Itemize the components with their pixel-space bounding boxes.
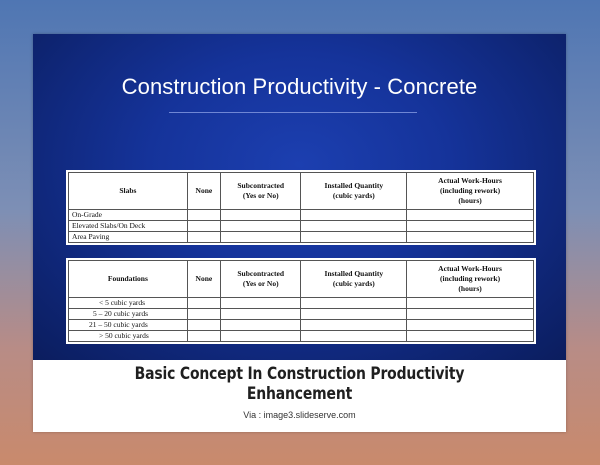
table-cell <box>301 298 407 309</box>
table-header-row <box>69 261 534 298</box>
header-actual-work-hours: Actual Work-Hours (including rework) (hours) <box>407 261 534 298</box>
row-label: Elevated Slabs/On Deck <box>69 221 188 232</box>
table-cell <box>220 298 301 309</box>
table-cell <box>407 232 534 243</box>
header-none: None <box>187 261 220 298</box>
table-cell <box>220 232 301 243</box>
table-cell <box>301 210 407 221</box>
row-label: < 5 cubic yards <box>69 298 188 309</box>
table-row <box>69 221 534 232</box>
source-attribution: Via : image3.slideserve.com <box>243 410 356 420</box>
table-row <box>69 331 534 342</box>
foundations-table <box>68 260 534 342</box>
image-card <box>33 34 566 432</box>
table-header-row <box>69 173 534 210</box>
row-label: 5 – 20 cubic yards <box>69 309 188 320</box>
row-label: On-Grade <box>69 210 188 221</box>
table-row <box>69 232 534 243</box>
table-cell <box>407 298 534 309</box>
table-cell <box>220 309 301 320</box>
table-row <box>69 210 534 221</box>
table-cell <box>187 298 220 309</box>
table-row <box>69 309 534 320</box>
slabs-table <box>68 172 534 243</box>
table-cell <box>187 331 220 342</box>
image-caption: Basic Concept In Construction Productivity Enhancement <box>134 364 465 404</box>
table-cell <box>220 320 301 331</box>
table-cell <box>187 232 220 243</box>
header-actual-work-hours: Actual Work-Hours (including rework) (hours) <box>407 173 534 210</box>
table-cell <box>407 221 534 232</box>
table-row <box>69 298 534 309</box>
table-cell <box>220 331 301 342</box>
table-cell <box>407 210 534 221</box>
foundations-table-container <box>66 258 536 344</box>
header-foundations: Foundations <box>69 261 188 298</box>
table-row <box>69 320 534 331</box>
table-cell <box>407 309 534 320</box>
slide-title: Construction Productivity - Concrete <box>121 74 478 99</box>
slabs-table-container <box>66 170 536 245</box>
table-cell <box>301 221 407 232</box>
row-label: Area Paving <box>69 232 188 243</box>
title-divider <box>169 112 417 113</box>
presentation-slide <box>33 34 566 360</box>
table-cell <box>187 320 220 331</box>
row-label: > 50 cubic yards <box>69 331 188 342</box>
table-cell <box>220 210 301 221</box>
table-cell <box>407 320 534 331</box>
table-cell <box>187 309 220 320</box>
table-cell <box>301 331 407 342</box>
row-label: 21 – 50 cubic yards <box>69 320 188 331</box>
header-none: None <box>187 173 220 210</box>
table-cell <box>187 210 220 221</box>
table-cell <box>407 331 534 342</box>
header-subcontracted: Subcontracted (Yes or No) <box>220 173 301 210</box>
table-cell <box>301 309 407 320</box>
table-cell <box>301 320 407 331</box>
table-cell <box>301 232 407 243</box>
table-cell <box>187 221 220 232</box>
header-installed-quantity: Installed Quantity (cubic yards) <box>301 173 407 210</box>
table-cell <box>220 221 301 232</box>
header-installed-quantity: Installed Quantity (cubic yards) <box>301 261 407 298</box>
header-slabs: Slabs <box>69 173 188 210</box>
header-subcontracted: Subcontracted (Yes or No) <box>220 261 301 298</box>
